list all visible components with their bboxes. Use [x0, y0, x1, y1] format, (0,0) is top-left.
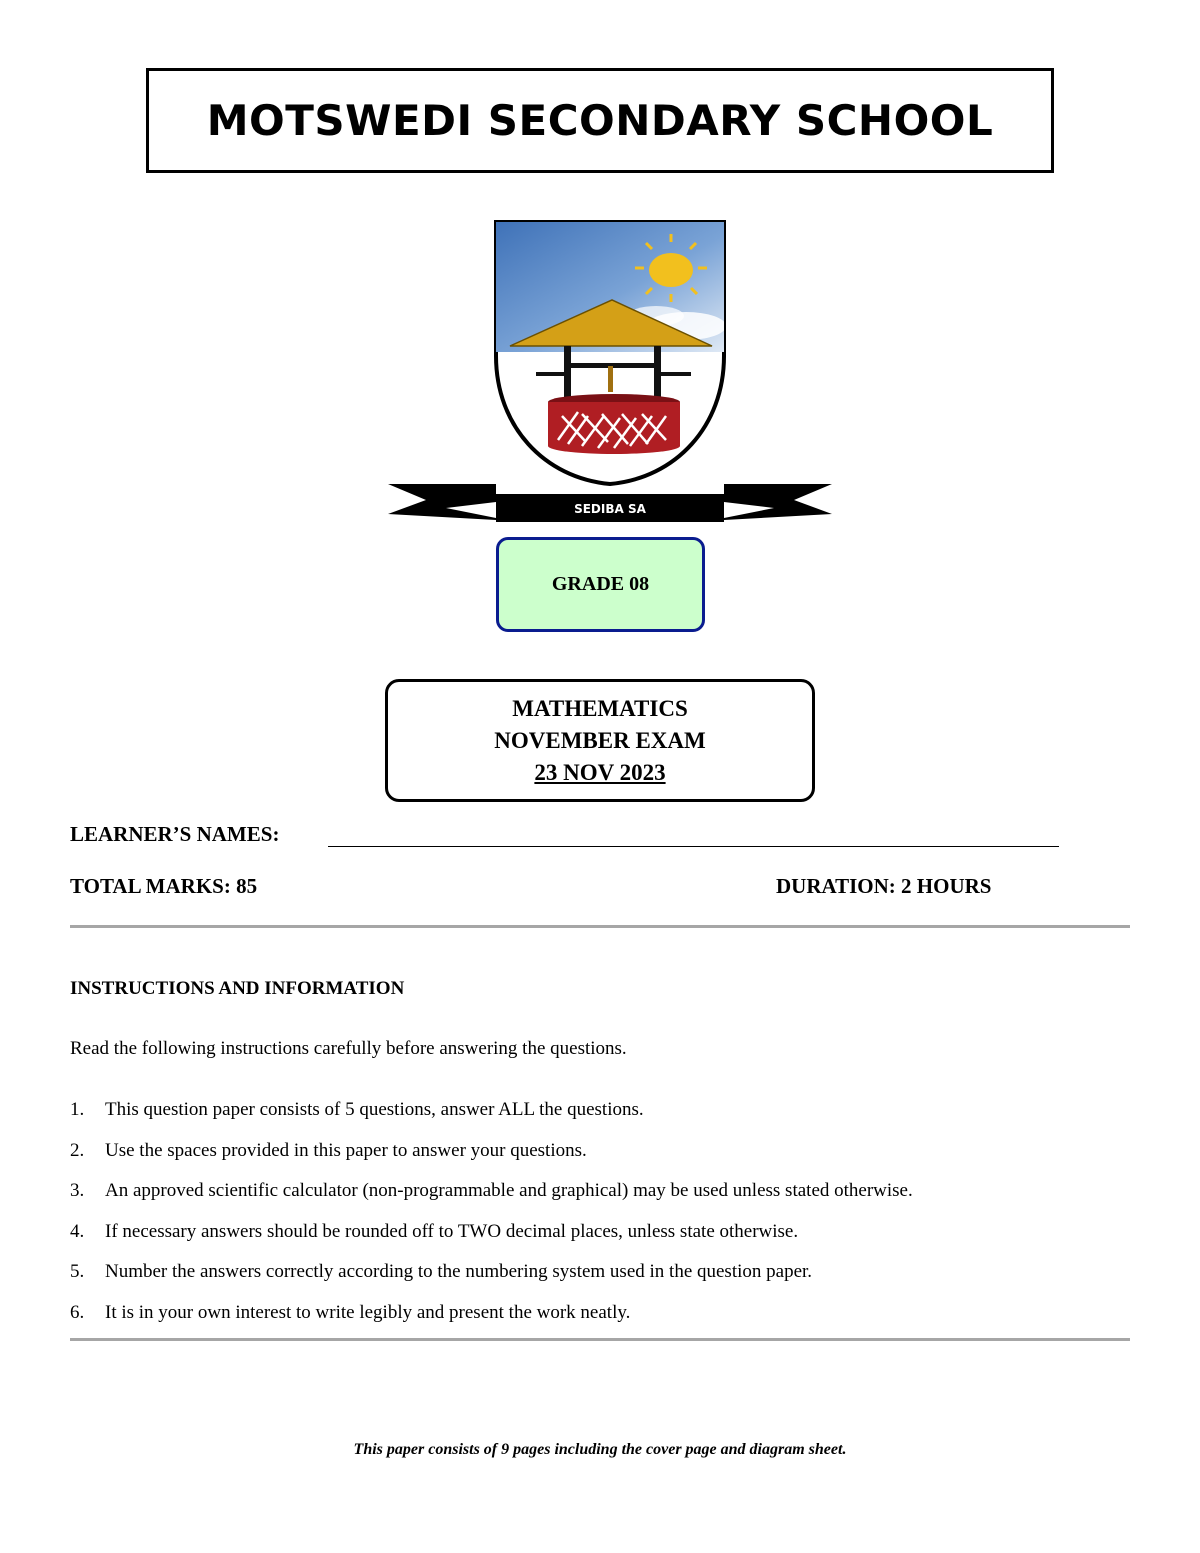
- school-crest-logo: [386, 216, 834, 528]
- exam-info-box: [385, 679, 815, 802]
- exam-subject: MATHEMATICS: [512, 695, 688, 721]
- list-item: 6. It is in your own interest to write legibly and present the work neatly.: [70, 1301, 631, 1323]
- exam-date: 23 NOV 2023: [534, 759, 666, 785]
- duration: DURATION: 2 HOURS: [776, 874, 992, 898]
- instructions-list: [70, 1098, 913, 1342]
- grade-label: GRADE 08: [551, 573, 650, 595]
- crest-motto: SEDIBA SA: [574, 502, 646, 516]
- school-name-box: [146, 68, 1054, 173]
- list-item: 4. If necessary answers should be rounded off to TWO decimal places, unless state otherwise.: [70, 1220, 799, 1242]
- instructions-heading: INSTRUCTIONS AND INFORMATION: [70, 978, 405, 999]
- divider-bottom: [70, 1338, 1130, 1341]
- grade-box: [496, 537, 705, 632]
- footer-note: This paper consists of 9 pages including the cover page and diagram sheet.: [353, 1441, 847, 1458]
- list-item: 2. Use the spaces provided in this paper to answer your questions.: [70, 1139, 587, 1161]
- divider-top: [70, 925, 1130, 928]
- instructions-intro: Read the following instructions carefully before answering the questions.: [70, 1038, 627, 1059]
- list-item: 3. An approved scientific calculator (non-programmable and graphical) may be used unless stated otherwise.: [70, 1180, 913, 1202]
- list-item: 1. This question paper consists of 5 questions, answer ALL the questions.: [70, 1099, 644, 1120]
- learner-names-label: LEARNER’S NAMES:: [70, 822, 280, 846]
- total-marks: TOTAL MARKS: 85: [70, 874, 258, 898]
- list-item: 5. Number the answers correctly according to the numbering system used in the question paper.: [70, 1261, 813, 1283]
- exam-title: NOVEMBER EXAM: [494, 727, 706, 753]
- learner-names-field[interactable]: [328, 846, 1059, 847]
- school-name: MOTSWEDI SECONDARY SCHOOL: [206, 96, 994, 145]
